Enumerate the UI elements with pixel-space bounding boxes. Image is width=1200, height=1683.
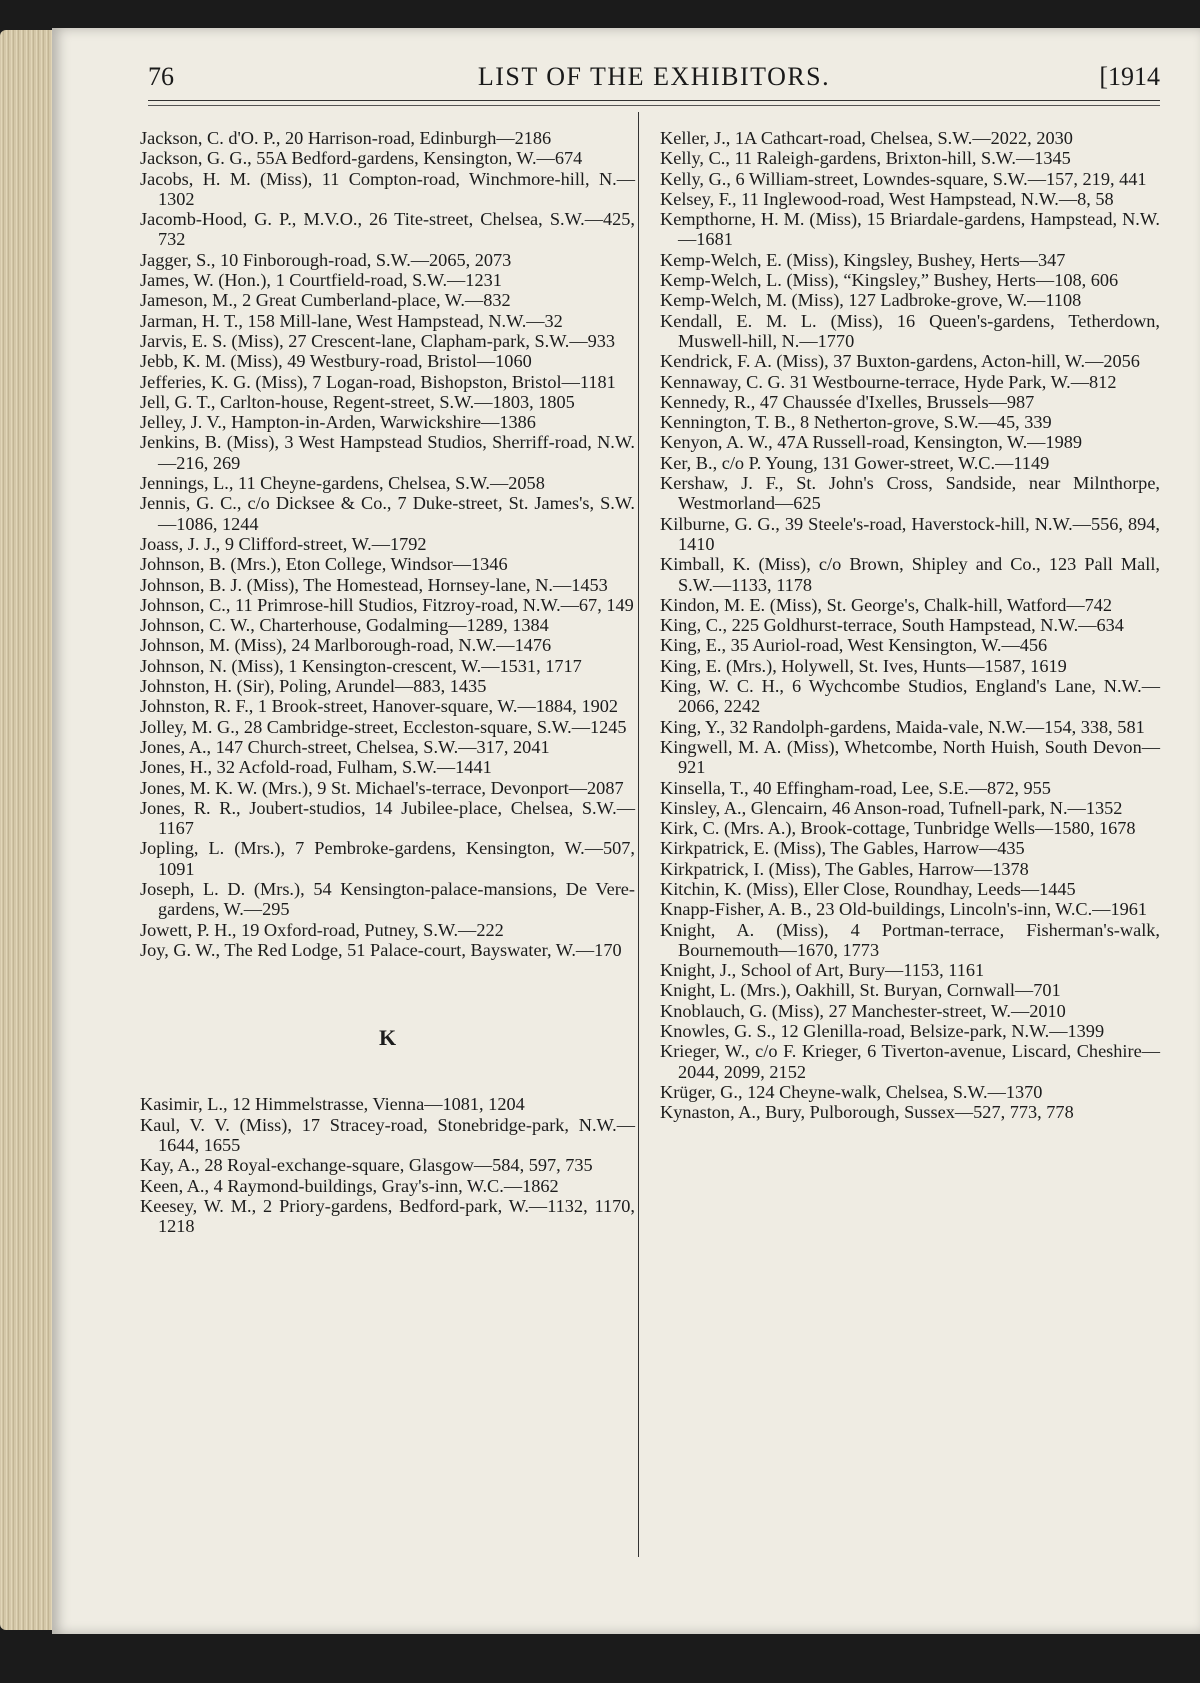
exhibitor-entry: Jopling, L. (Mrs.), 7 Pembroke-gardens, Kensington, W.—507, 1091: [140, 838, 635, 879]
exhibitor-entry: Johnson, C., 11 Primrose-hill Studios, Fitzroy-road, N.W.—67, 149: [140, 594, 634, 615]
exhibitor-entry: Kershaw, J. F., St. John's Cross, Sandside, near Milnthorpe, Westmorland—625: [660, 473, 1160, 514]
exhibitor-entry: Kelsey, F., 11 Inglewood-road, West Hampstead, N.W.—8, 58: [660, 188, 1114, 209]
exhibitor-entry: Kendall, E. M. L. (Miss), 16 Queen's-gardens, Tetherdown, Muswell-hill, N.—1770: [660, 310, 1160, 351]
page-number: 76: [148, 62, 174, 91]
exhibitor-entry: Johnson, B. J. (Miss), The Homestead, Hornsey-lane, N.—1453: [140, 574, 608, 595]
exhibitor-entry: Kennington, T. B., 8 Netherton-grove, S.W.—45, 339: [660, 412, 1052, 433]
exhibitor-entry: Jones, M. K. W. (Mrs.), 9 St. Michael's-terrace, Devonport—2087: [140, 777, 624, 798]
exhibitor-entry: Kynaston, A., Bury, Pulborough, Sussex—527, 773, 778: [660, 1102, 1074, 1123]
exhibitor-entry: Kelly, C., 11 Raleigh-gardens, Brixton-hill, S.W.—1345: [660, 148, 1071, 169]
exhibitor-entry: Kilburne, G. G., 39 Steele's-road, Haverstock-hill, N.W.—556, 894, 1410: [660, 513, 1160, 554]
left-column: [140, 128, 635, 1237]
exhibitor-entry: Knoblauch, G. (Miss), 27 Manchester-street, W.—2010: [660, 1000, 1066, 1021]
exhibitor-entry: Keller, J., 1A Cathcart-road, Chelsea, S.W.—2022, 2030: [660, 128, 1073, 148]
exhibitor-entry: Jenkins, B. (Miss), 3 West Hampstead Studios, Sherriff-road, N.W.—216, 269: [140, 432, 635, 473]
exhibitor-entry: Knight, L. (Mrs.), Oakhill, St. Buryan, Cornwall—701: [660, 980, 1061, 1001]
exhibitor-entry: Jacomb-Hood, G. P., M.V.O., 26 Tite-street, Chelsea, S.W.—425, 732: [140, 209, 635, 250]
exhibitor-entry: Kendrick, F. A. (Miss), 37 Buxton-gardens, Acton-hill, W.—2056: [660, 351, 1140, 372]
exhibitor-entry: Jennings, L., 11 Cheyne-gardens, Chelsea, S.W.—2058: [140, 473, 545, 494]
exhibitor-entry: Kindon, M. E. (Miss), St. George's, Chalk-hill, Watford—742: [660, 594, 1113, 615]
exhibitor-entry: Jarman, H. T., 158 Mill-lane, West Hampstead, N.W.—32: [140, 310, 563, 331]
exhibitor-entry: Ker, B., c/o P. Young, 131 Gower-street, W.C.—1149: [660, 452, 1050, 473]
exhibitor-entry: Krüger, G., 124 Cheyne-walk, Chelsea, S.W.—1370: [660, 1081, 1043, 1102]
exhibitor-entry: Kimball, K. (Miss), c/o Brown, Shipley and Co., 123 Pall Mall, S.W.—1133, 1178: [660, 554, 1160, 595]
exhibitor-entry: Kenyon, A. W., 47A Russell-road, Kensington, W.—1989: [660, 432, 1082, 453]
exhibitor-entry: Johnston, H. (Sir), Poling, Arundel—883, 1435: [140, 676, 487, 697]
exhibitor-entry: Kemp-Welch, E. (Miss), Kingsley, Bushey, Herts—347: [660, 249, 1066, 270]
exhibitor-entry: Krieger, W., c/o F. Krieger, 6 Tiverton-avenue, Liscard, Cheshire—2044, 2099, 2152: [660, 1041, 1160, 1082]
section-letter-heading: K: [378, 1025, 397, 1051]
exhibitor-entry: Jameson, M., 2 Great Cumberland-place, W.—832: [140, 290, 511, 311]
exhibitor-entry: Knapp-Fisher, A. B., 23 Old-buildings, Lincoln's-inn, W.C.—1961: [660, 899, 1148, 920]
exhibitor-entry: Kinsella, T., 40 Effingham-road, Lee, S.E.—872, 955: [660, 777, 1051, 798]
exhibitor-entry: Kingwell, M. A. (Miss), Whetcombe, North Huish, South Devon—921: [660, 736, 1160, 778]
column-divider: [638, 112, 639, 1557]
entries-j: [140, 128, 635, 960]
exhibitor-entry: Jowett, P. H., 19 Oxford-road, Putney, S.W.—222: [140, 919, 504, 940]
exhibitor-entry: Kitchin, K. (Miss), Eller Close, Roundhay, Leeds—1445: [660, 878, 1076, 899]
header-rule: [148, 100, 1160, 101]
exhibitor-entry: Johnson, N. (Miss), 1 Kensington-crescent, W.—1531, 1717: [140, 655, 582, 676]
exhibitor-entry: Jackson, G. G., 55A Bedford-gardens, Kensington, W.—674: [140, 148, 583, 169]
exhibitor-entry: King, E. (Mrs.), Holywell, St. Ives, Hunts—1587, 1619: [660, 655, 1067, 676]
exhibitor-entry: Jones, A., 147 Church-street, Chelsea, S.W.—317, 2041: [140, 736, 550, 757]
exhibitor-entry: Keen, A., 4 Raymond-buildings, Gray's-inn, W.C.—1862: [140, 1175, 559, 1196]
exhibitor-entry: Kemp-Welch, L. (Miss), “Kingsley,” Bushey, Herts—108, 606: [660, 270, 1119, 291]
exhibitor-entry: Joseph, L. D. (Mrs.), 54 Kensington-palace-mansions, De Vere-gardens, W.—295: [140, 878, 635, 920]
right-column: [660, 128, 1160, 1123]
year-label: [1914: [1099, 62, 1160, 91]
exhibitor-entry: King, E., 35 Auriol-road, West Kensington, W.—456: [660, 635, 1048, 656]
exhibitor-entry: King, W. C. H., 6 Wychcombe Studios, England's Lane, N.W.—2066, 2242: [660, 676, 1160, 717]
book-page-edges: [0, 30, 58, 1630]
exhibitor-entry: Johnston, R. F., 1 Brook-street, Hanover-square, W.—1884, 1902: [140, 696, 619, 717]
exhibitor-entry: Keesey, W. M., 2 Priory-gardens, Bedford-park, W.—1132, 1170, 1218: [140, 1195, 635, 1237]
page-title: LIST OF THE EXHIBITORS.: [477, 62, 831, 91]
exhibitor-entry: Johnson, C. W., Charterhouse, Godalming—1289, 1384: [140, 615, 549, 636]
exhibitor-entry: Jefferies, K. G. (Miss), 7 Logan-road, Bishopston, Bristol—1181: [140, 371, 616, 392]
exhibitor-entry: Jolley, M. G., 28 Cambridge-street, Eccleston-square, S.W.—1245: [140, 716, 627, 737]
exhibitor-entry: Kaul, V. V. (Miss), 17 Stracey-road, Stonebridge-park, N.W.—1644, 1655: [140, 1114, 635, 1156]
exhibitor-entry: Kay, A., 28 Royal-exchange-square, Glasgow—584, 597, 735: [140, 1155, 593, 1176]
exhibitor-entry: Jones, H., 32 Acfold-road, Fulham, S.W.—1441: [140, 757, 492, 778]
entries-k-continued: [660, 128, 1160, 1123]
exhibitor-entry: King, Y., 32 Randolph-gardens, Maida-vale, N.W.—154, 338, 581: [660, 716, 1145, 737]
exhibitor-entry: King, C., 225 Goldhurst-terrace, South Hampstead, N.W.—634: [660, 615, 1124, 636]
exhibitor-entry: Knight, A. (Miss), 4 Portman-terrace, Fisherman's-walk, Bournemouth—1670, 1773: [660, 919, 1160, 960]
exhibitor-entry: Knowles, G. S., 12 Glenilla-road, Belsize-park, N.W.—1399: [660, 1021, 1105, 1042]
exhibitor-entry: Kinsley, A., Glencairn, 46 Anson-road, Tufnell-park, N.—1352: [660, 797, 1123, 818]
exhibitor-entry: Kemp-Welch, M. (Miss), 127 Ladbroke-grove, W.—1108: [660, 290, 1082, 311]
exhibitor-entry: Johnson, M. (Miss), 24 Marlborough-road, N.W.—1476: [140, 635, 552, 656]
exhibitor-entry: Joass, J. J., 9 Clifford-street, W.—1792: [140, 533, 427, 554]
exhibitor-entry: Jagger, S., 10 Finborough-road, S.W.—2065, 2073: [140, 249, 512, 270]
exhibitor-entry: Kennedy, R., 47 Chaussée d'Ixelles, Brussels—987: [660, 391, 1035, 412]
exhibitor-entry: Kirkpatrick, E. (Miss), The Gables, Harrow—435: [660, 838, 1025, 859]
page-header: [148, 62, 1160, 98]
exhibitor-entry: James, W. (Hon.), 1 Courtfield-road, S.W.—1231: [140, 270, 502, 291]
exhibitor-entry: Jacobs, H. M. (Miss), 11 Compton-road, Winchmore-hill, N.—1302: [140, 168, 635, 209]
exhibitor-entry: Kasimir, L., 12 Himmelstrasse, Vienna—1081, 1204: [140, 1094, 525, 1115]
entries-k: [140, 1094, 635, 1236]
exhibitor-entry: Kirkpatrick, I. (Miss), The Gables, Harrow—1378: [660, 858, 1029, 879]
exhibitor-entry: Jelley, J. V., Hampton-in-Arden, Warwickshire—1386: [140, 412, 536, 433]
exhibitor-entry: Kempthorne, H. M. (Miss), 15 Briardale-gardens, Hampstead, N.W.—1681: [660, 209, 1160, 250]
exhibitor-entry: Joy, G. W., The Red Lodge, 51 Palace-court, Bayswater, W.—170: [140, 939, 622, 960]
exhibitor-entry: Kirk, C. (Mrs. A.), Brook-cottage, Tunbridge Wells—1580, 1678: [660, 818, 1136, 839]
exhibitor-entry: Jones, R. R., Joubert-studios, 14 Jubilee-place, Chelsea, S.W.—1167: [140, 797, 635, 839]
exhibitor-entry: Kelly, G., 6 William-street, Lowndes-square, S.W.—157, 219, 441: [660, 168, 1147, 189]
exhibitor-entry: Kennaway, C. G. 31 Westbourne-terrace, Hyde Park, W.—812: [660, 371, 1117, 392]
exhibitor-entry: Jebb, K. M. (Miss), 49 Westbury-road, Bristol—1060: [140, 351, 532, 372]
exhibitor-entry: Jarvis, E. S. (Miss), 27 Crescent-lane, Clapham-park, S.W.—933: [140, 330, 616, 351]
exhibitor-entry: Jell, G. T., Carlton-house, Regent-street, S.W.—1803, 1805: [140, 391, 575, 412]
header-rule-thin: [148, 105, 1160, 106]
exhibitor-entry: Jennis, G. C., c/o Dicksee & Co., 7 Duke-street, St. James's, S.W.—1086, 1244: [140, 493, 635, 534]
exhibitor-entry: Johnson, B. (Mrs.), Eton College, Windsor—1346: [140, 554, 508, 575]
exhibitor-entry: Jackson, C. d'O. P., 20 Harrison-road, Edinburgh—2186: [140, 128, 552, 148]
exhibitor-entry: Knight, J., School of Art, Bury—1153, 1161: [660, 960, 985, 981]
